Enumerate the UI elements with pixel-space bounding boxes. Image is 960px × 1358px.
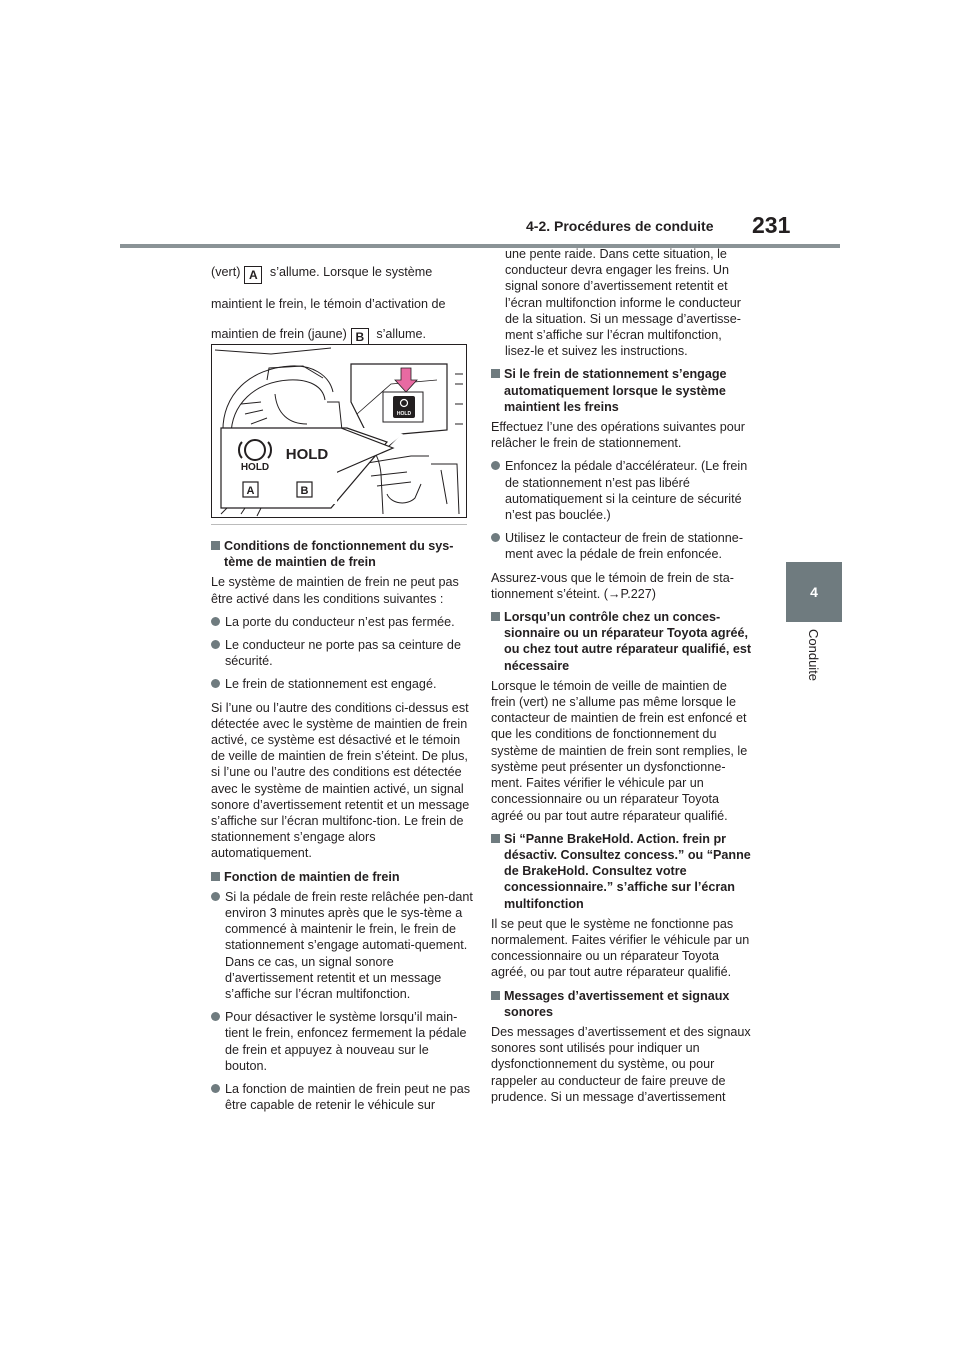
button-hold-text: HOLD (396, 411, 412, 417)
intro-text (211, 262, 473, 356)
left-column (211, 538, 473, 1121)
paragraph: Effectuez l’une des opérations suivantes pour relâcher le frein de stationnement. (491, 420, 745, 451)
paragraph-continued: une pente raide. Dans cette situation, le conducteur devra engager les freins. Un signal sonore d’avertissement retentit et l’écran multifonction informe le conducteur de la situation. Si un message d’avertisse-ment s’affiche sur l’écran multifonction, lisez-le et suivez les instructions. (505, 247, 741, 359)
paragraph: Il se peut que le système ne fonctionne pas normalement. Faites vérifier le véhicule par un concessionnaire ou un réparateur Toyota agréé, ou par tout autre réparateur qualifié. (491, 916, 750, 980)
bullet-item: Le conducteur ne porte pas sa ceinture de sécurité. (211, 637, 473, 669)
heading-parking-brake: Si le frein de stationnement s’engage automatiquement lorsque le système maintient les freins (491, 366, 753, 415)
heading-brakehold-failure: Si “Panne BrakeHold. Action. frein pr désactiv. Consultez concess.” ou “Panne de BrakeHold. Consultez votre concessionnaire.” s’affiche sur l’écran multifonction (491, 831, 753, 912)
bullet-item: La porte du conducteur n’est pas fermée. (211, 614, 473, 630)
figure-divider (211, 524, 467, 525)
hold-label-small: HOLD (240, 462, 270, 473)
bullet-item: Utilisez le contacteur de frein de stationne-ment avec la pédale de frein enfoncée. (491, 530, 753, 562)
intro-line-2: maintient le frein, le témoin d’activation de (211, 297, 446, 311)
bullet-item: La fonction de maintien de frein peut ne pas être capable de retenir le véhicule sur (211, 1081, 473, 1113)
figure-label-b: B (300, 485, 309, 497)
paragraph: Si l’une ou l’autre des conditions ci-dessus est détectée avec le système de maintien de frein activé, ce système est désactivé et le témoin de veille de maintien de frein s’éteint. De plus, si l’une ou l’autre des conditions est détectée avec le système de maintien activé, un signal sonore d’avertissement retentit et un message s’affiche sur l’écran multifonc-tion. Le frein de stationnement s’engage alors automatiquement. (211, 700, 470, 861)
heading-conditions: Conditions de fonctionnement du sys-tème de maintien de frein (211, 538, 473, 570)
heading-dealer-check: Lorsqu’un contrôle chez un conces-sionnaire ou un réparateur Toyota agréé, ou chez tout autre réparateur qualifié, est nécessaire (491, 609, 753, 674)
right-column (491, 246, 753, 1112)
heading-warning-messages: Messages d’avertissement et signaux sonores (491, 988, 753, 1020)
chapter-tab (786, 562, 842, 622)
section-title: 4-2. Procédures de conduite (526, 218, 714, 234)
hold-label-large: HOLD (285, 446, 329, 463)
figure-label-a: A (246, 485, 255, 497)
chapter-label-text: Conduite (806, 629, 821, 682)
intro-line-3: maintien de frein (jaune) B s’allume. (211, 327, 427, 344)
bullet-item: Enfoncez la pédale d’accélérateur. (Le frein de stationnement n’est pas libéré automatiquement si la ceinture de sécurité n’est pas bouclée.) (491, 458, 753, 523)
dashboard-illustration (211, 344, 467, 518)
paragraph: Assurez-vous que le témoin de frein de sta-tionnement s’éteint. (→P.227) (491, 570, 734, 601)
bullet-item: Pour désactiver le système lorsqu’il main-tient le frein, enfoncez fermement la pédale de frein et appuyez à nouveau sur le bouton. (211, 1009, 473, 1074)
bullet-item: Si la pédale de frein reste relâchée pen-dant environ 3 minutes après que le sys-tème a commencé à maintenir le frein, le frein de stationnement s’engage automati-quement. Dans ce cas, un signal sonore d’avertissement retentit et un message s’affiche sur l’écran multifonction. (211, 889, 473, 1002)
marker-b-icon: B (351, 328, 369, 346)
bullet-item: Le frein de stationnement est engagé. (211, 676, 473, 692)
intro-line-1: (vert) A s’allume. Lorsque le système (211, 265, 433, 282)
marker-a-icon: A (244, 266, 262, 284)
page-number: 231 (752, 212, 791, 238)
paragraph: Des messages d’avertissement et des signaux sonores sont utilisés pour indiquer un dysfonctionnement du système, ou pour rappeler au conducteur de faire preuve de prudence. Si un message d’avertissement (491, 1024, 751, 1104)
paragraph: Le système de maintien de frein ne peut pas être activé dans les conditions suivantes : (211, 575, 459, 606)
chapter-label (778, 625, 821, 685)
paragraph: Lorsque le témoin de veille de maintien de frein (vert) ne s’allume pas même lorsque le contacteur de maintien de frein est enfoncé et que les conditions de fonctionnement du système de maintien de frein sont remplies, le système peut présenter un dysfonctionne-ment. Faites vérifier le véhicule par un concessionnaire ou un réparateur Toyota agréé ou par tout autre réparateur qualifié. (491, 678, 748, 823)
heading-function: Fonction de maintien de frein (211, 869, 473, 885)
chapter-number: 4 (810, 584, 818, 600)
